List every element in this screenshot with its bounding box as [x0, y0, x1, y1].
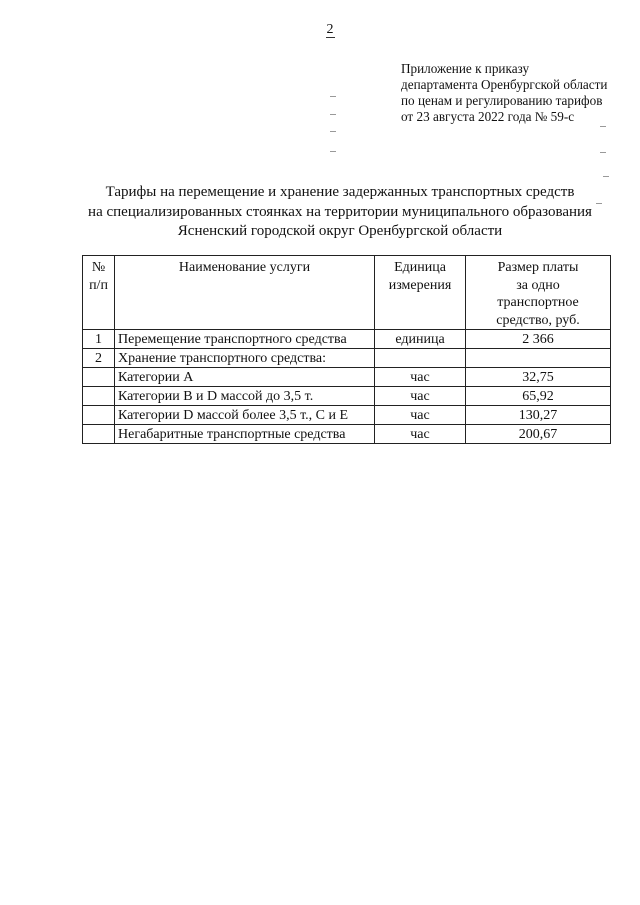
cell-unit — [375, 349, 466, 368]
table-row — [83, 425, 611, 444]
header-unit: Единица измерения — [375, 256, 466, 330]
cell-price: 200,67 — [466, 425, 611, 444]
table-row — [83, 406, 611, 425]
cell-name: Перемещение транспортного средства — [115, 330, 375, 349]
cell-num — [83, 406, 115, 425]
table-row — [83, 368, 611, 387]
cell-price: 130,27 — [466, 406, 611, 425]
cell-name: Категории A — [115, 368, 375, 387]
title-line: Ясненский городской округ Оренбургской области — [177, 223, 503, 239]
table-row — [83, 349, 611, 368]
cell-unit: единица — [375, 330, 466, 349]
document-title — [70, 183, 610, 242]
appendix-line: по ценам и регулированию тарифов — [401, 93, 603, 108]
header-price: Размер платы за одно транспортное средство, руб. — [466, 256, 611, 330]
scan-speck — [600, 126, 606, 127]
scan-speck — [330, 131, 336, 132]
cell-num — [83, 368, 115, 387]
cell-unit: час — [375, 387, 466, 406]
cell-unit: час — [375, 425, 466, 444]
appendix-header — [401, 61, 631, 125]
scan-speck — [603, 176, 609, 177]
table-row — [83, 387, 611, 406]
cell-num: 2 — [83, 349, 115, 368]
cell-price: 32,75 — [466, 368, 611, 387]
page-number: 2 — [326, 22, 334, 37]
appendix-line: от 23 августа 2022 года № 59-с — [401, 109, 575, 124]
cell-price: 2 366 — [466, 330, 611, 349]
table-header-row — [83, 256, 611, 330]
cell-name: Негабаритные транспортные средства — [115, 425, 375, 444]
cell-name: Хранение транспортного средства: — [115, 349, 375, 368]
scan-speck — [600, 152, 606, 153]
cell-price: 65,92 — [466, 387, 611, 406]
header-num: № п/п — [83, 256, 115, 330]
cell-unit: час — [375, 368, 466, 387]
cell-num — [83, 387, 115, 406]
cell-name: Категории D массой более 3,5 т., C и E — [115, 406, 375, 425]
cell-price — [466, 349, 611, 368]
scan-speck — [596, 203, 602, 204]
cell-name: Категории B и D массой до 3,5 т. — [115, 387, 375, 406]
table-row — [83, 330, 611, 349]
scan-speck — [330, 114, 336, 115]
scan-speck — [330, 96, 336, 97]
header-name: Наименование услуги — [115, 256, 375, 330]
appendix-line: департамента Оренбургской области — [401, 77, 608, 92]
title-line: Тарифы на перемещение и хранение задержанных транспортных средств — [105, 184, 575, 200]
tariffs-table — [82, 255, 611, 444]
appendix-line: Приложение к приказу — [401, 61, 530, 76]
scan-speck — [330, 151, 336, 152]
cell-unit: час — [375, 406, 466, 425]
title-line: на специализированных стоянках на территории муниципального образования — [88, 203, 592, 220]
cell-num — [83, 425, 115, 444]
cell-num: 1 — [83, 330, 115, 349]
